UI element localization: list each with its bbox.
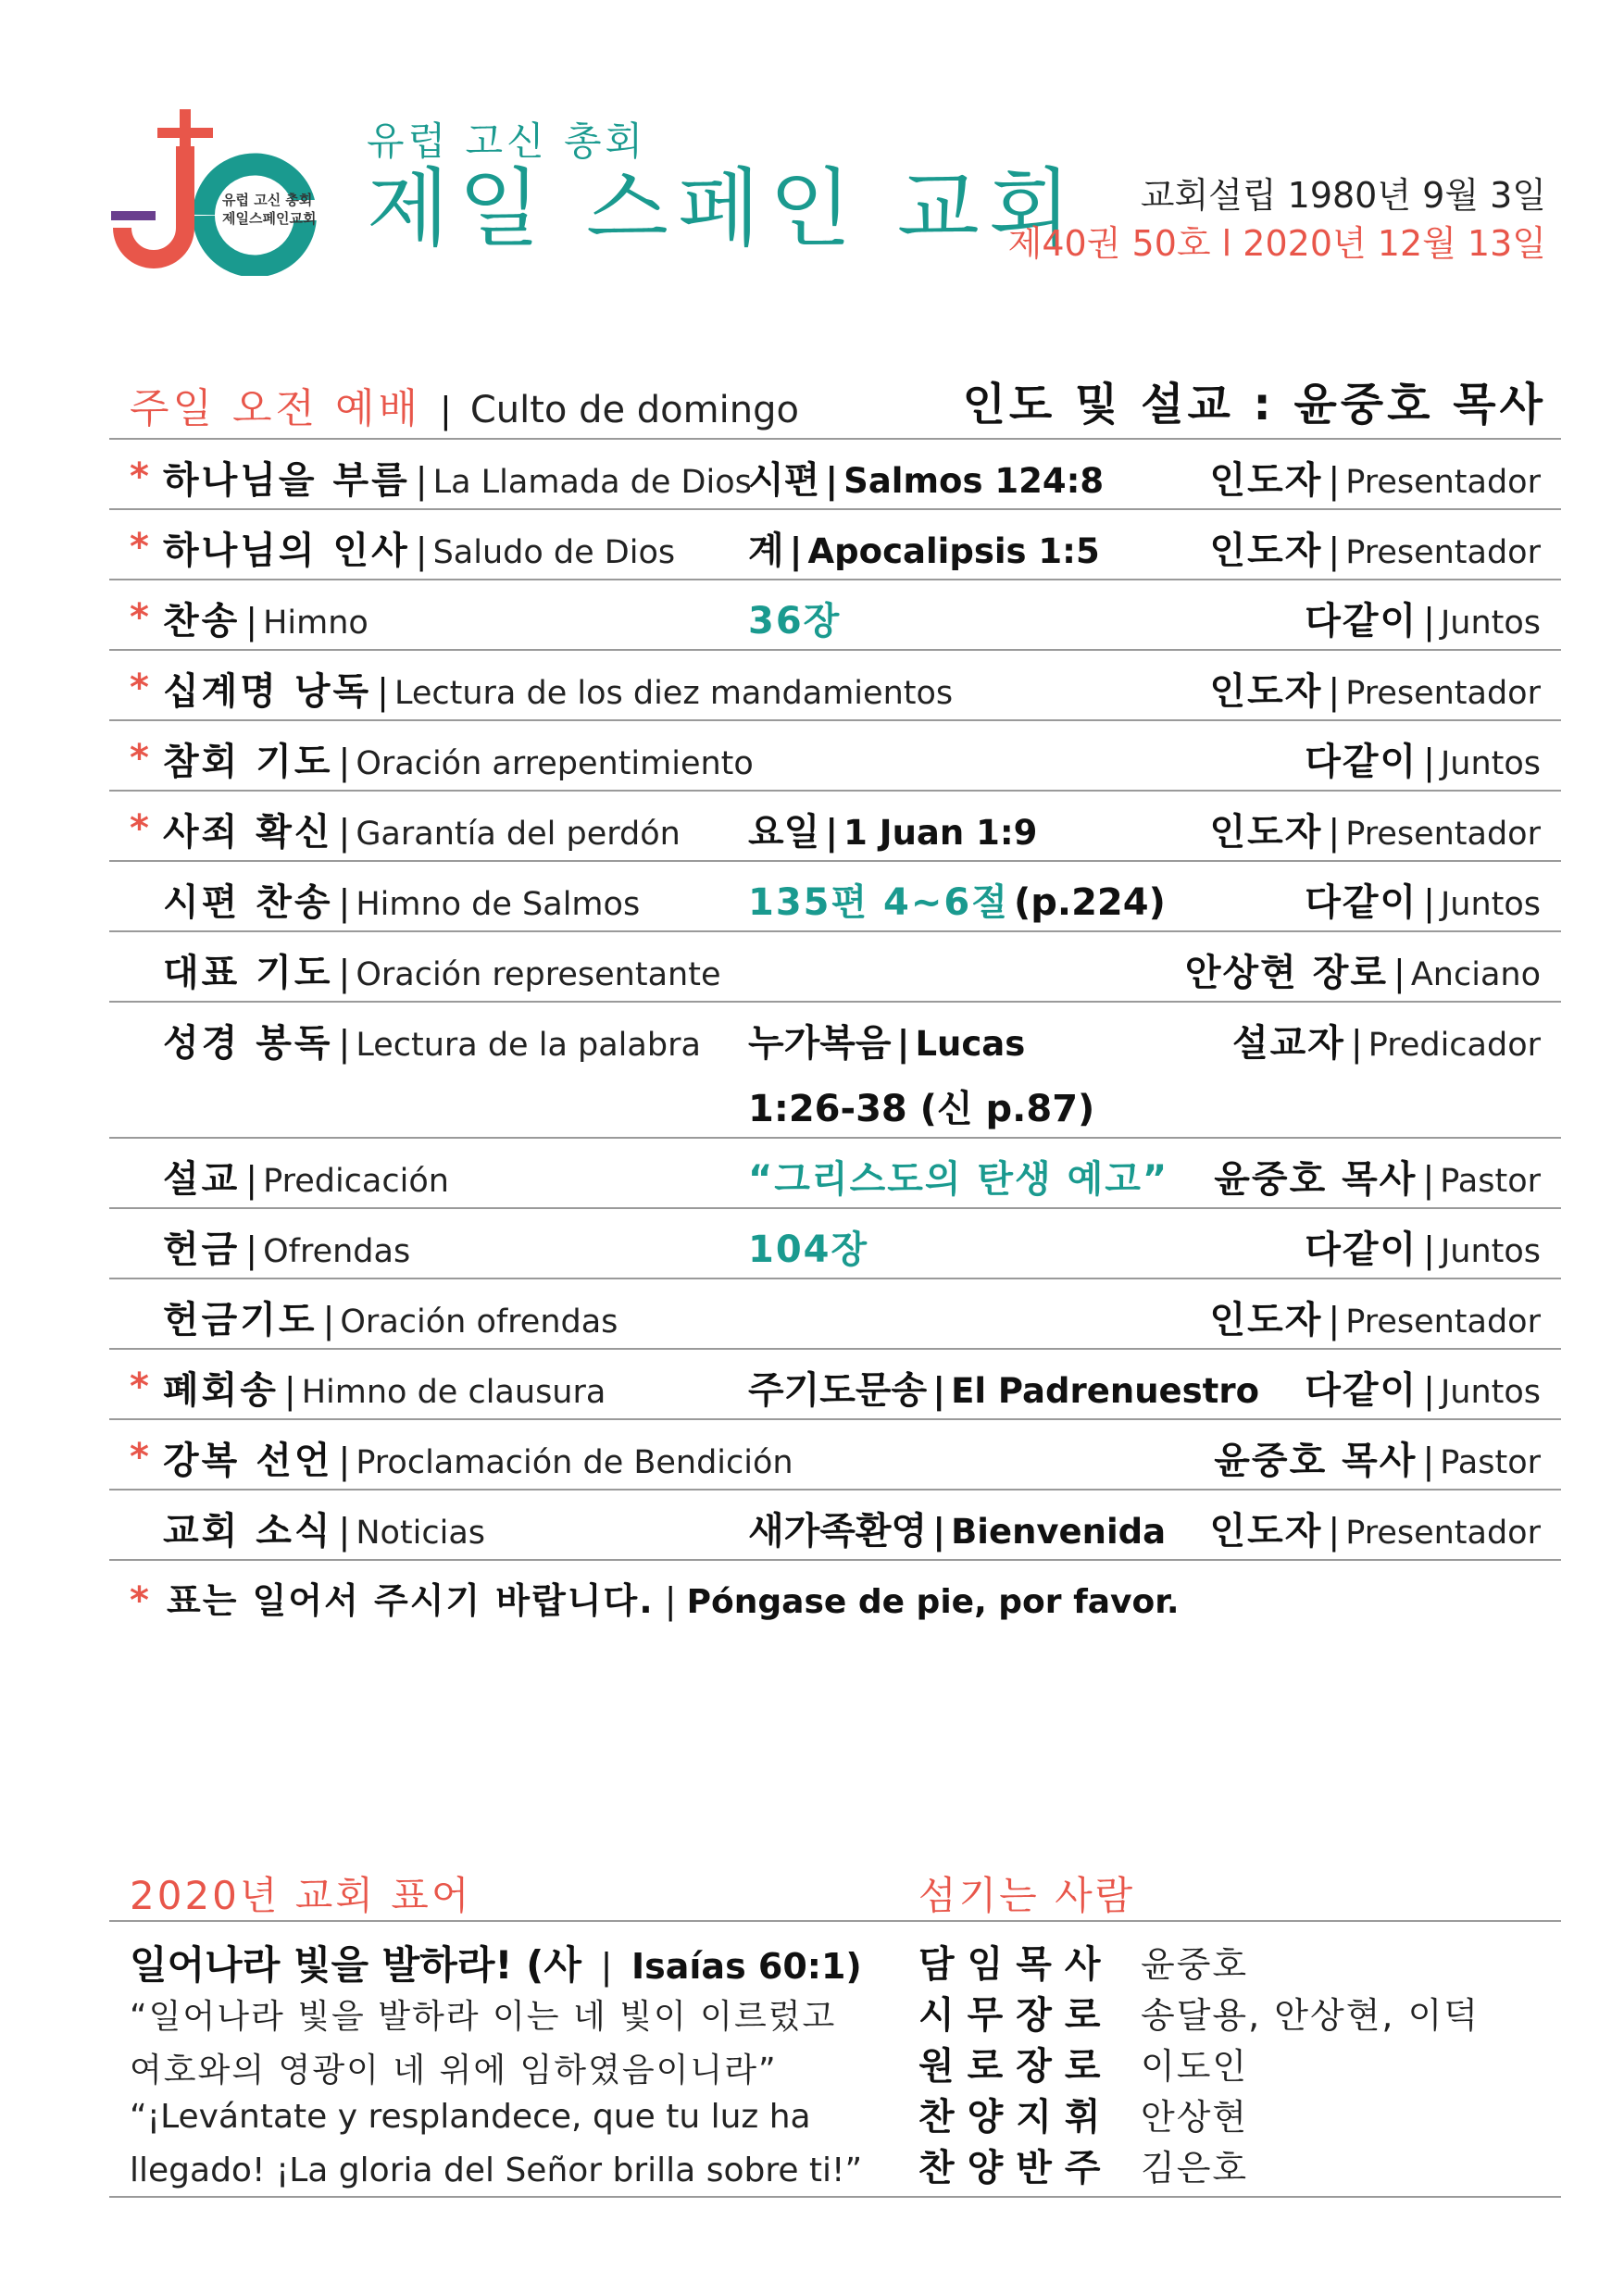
service-role-es: Juntos (1440, 1233, 1541, 1270)
service-role-es: Juntos (1440, 1374, 1541, 1411)
service-detail-text: “그리스도의 탄생 예고” (748, 1158, 1169, 1201)
service-role (1209, 1291, 1541, 1343)
service-detail-ko: 누가복음 (748, 1022, 892, 1065)
service-role (1232, 1014, 1541, 1066)
service-item-es: Lectura de los diez mandamientos (394, 675, 954, 712)
logo-text-bottom: 제일스페인교회 (222, 210, 317, 227)
asterisk-icon: * (130, 596, 149, 639)
service-role-es: Presentador (1345, 464, 1541, 501)
separator: | (1423, 1370, 1435, 1411)
server-names: 송달용, 안상현, 이덕 (1141, 1995, 1480, 2036)
service-role-ko: 다같이 (1305, 881, 1418, 924)
separator: | (338, 953, 351, 993)
separator: | (1423, 882, 1435, 923)
service-item (163, 1502, 485, 1554)
separator: | (377, 671, 389, 712)
service-role (1209, 521, 1541, 574)
service-item-ko: 하나님의 인사 (163, 530, 410, 572)
service-role-es: Anciano (1410, 956, 1541, 993)
service-role (1305, 1220, 1541, 1273)
separator: | (338, 742, 351, 782)
service-item-ko: 헌금기도 (163, 1299, 318, 1341)
service-role (1214, 1431, 1541, 1484)
separator: | (440, 390, 452, 430)
separator: | (338, 1511, 351, 1552)
service-item-ko: 설교 (163, 1158, 241, 1201)
service-item-es: Noticias (356, 1515, 486, 1552)
server-title: 담임목사 (918, 1943, 1114, 1986)
separator: | (1423, 1229, 1435, 1270)
asterisk-icon: * (130, 455, 149, 498)
worship-title (130, 375, 799, 434)
service-row (109, 1350, 1561, 1420)
service-role (1209, 1502, 1541, 1554)
separator: | (1328, 530, 1341, 571)
server-row (918, 1935, 1248, 1988)
server-names: 이도인 (1141, 2046, 1249, 2087)
divider (109, 1920, 1561, 1922)
service-row (109, 651, 1561, 721)
service-item-ko: 폐회송 (163, 1369, 279, 1412)
church-logo (111, 109, 343, 276)
service-item (163, 592, 369, 644)
service-row (109, 1491, 1561, 1561)
asterisk-icon: * (130, 1366, 149, 1408)
service-detail-es: 1 Juan 1:9 (843, 813, 1038, 853)
service-role (1209, 451, 1541, 504)
service-role (1305, 592, 1541, 644)
separator: | (1328, 460, 1341, 501)
separator: | (932, 1370, 946, 1411)
service-item (163, 1220, 410, 1273)
separator: | (600, 1946, 613, 1987)
server-title: 찬양반주 (918, 2147, 1114, 2189)
service-role-es: Presentador (1345, 1515, 1541, 1552)
service-item-ko: 헌금 (163, 1229, 241, 1271)
service-item (163, 1361, 606, 1414)
servers-heading: 섬기는 사람 (918, 1873, 1136, 1918)
separator: | (415, 530, 428, 571)
separator: | (1422, 1159, 1435, 1200)
service-role (1305, 1361, 1541, 1414)
service-role-es: Pastor (1440, 1444, 1541, 1481)
server-row (918, 1986, 1480, 2039)
separator: | (664, 1580, 677, 1621)
separator: | (1350, 1023, 1363, 1064)
service-detail (748, 1361, 1259, 1414)
separator: | (322, 1300, 335, 1341)
service-role-ko: 설교자 (1231, 1022, 1345, 1065)
service-item-ko: 시편 찬송 (163, 881, 333, 924)
separator: | (1328, 1300, 1341, 1341)
service-item-es: Saludo de Dios (432, 534, 676, 571)
separator: | (415, 460, 428, 501)
service-role-es: Presentador (1345, 675, 1541, 712)
separator: | (932, 1511, 946, 1552)
service-item (163, 1431, 793, 1484)
service-item-ko: 사죄 확신 (163, 811, 333, 854)
service-item-ko: 찬송 (163, 600, 241, 642)
service-detail-text: 36장 (748, 600, 842, 642)
service-detail-es: Bienvenida (951, 1512, 1167, 1552)
service-item-es: Predicación (263, 1163, 449, 1200)
separator: | (789, 530, 803, 571)
service-item-ko: 성경 봉독 (163, 1022, 333, 1065)
bulletin-volume: 제40권 50호 l 2020년 12월 13일 (1007, 223, 1546, 264)
service-detail (748, 1014, 1094, 1132)
separator: | (1328, 812, 1341, 853)
service-role-ko: 다같이 (1305, 1369, 1418, 1412)
asterisk-icon: * (130, 1436, 149, 1478)
service-role-es: Juntos (1440, 745, 1541, 782)
service-detail (748, 1150, 1168, 1203)
service-detail-es: El Padrenuestro (951, 1371, 1260, 1411)
service-role-ko: 다같이 (1305, 600, 1418, 642)
service-row (109, 1420, 1561, 1491)
service-row (109, 932, 1561, 1003)
worship-title-es: Culto de domingo (469, 389, 799, 431)
service-item-es: Proclamación de Bendición (356, 1444, 793, 1481)
service-item-es: Oración arrepentimiento (356, 745, 754, 782)
server-row (918, 2088, 1248, 2140)
service-detail (748, 803, 1037, 855)
motto-verse-line: “¡Levántate y resplandece, que tu luz ha (130, 2098, 811, 2136)
separator: | (283, 1370, 296, 1411)
service-detail-ref: 1:26-38 (신 p.87) (748, 1088, 1095, 1130)
service-detail-es: Lucas (915, 1024, 1026, 1064)
divider (109, 2196, 1561, 2198)
server-title: 시무장로 (918, 1994, 1114, 2037)
separator: | (338, 812, 351, 853)
service-item-es: Himno de clausura (301, 1374, 606, 1411)
worship-title-ko: 주일 오전 예배 (130, 385, 421, 432)
motto-main-ko: 일어나라 빛을 발하라! (사 (130, 1942, 581, 1988)
service-row (109, 721, 1561, 792)
service-item (163, 943, 720, 996)
service-item (163, 521, 675, 574)
founded-date: 교회설립 1980년 9월 3일 (1140, 175, 1546, 216)
service-detail (748, 1502, 1166, 1554)
motto-main (130, 1935, 862, 1990)
separator: | (1422, 1441, 1435, 1481)
service-role-ko: 윤중호 목사 (1214, 1158, 1418, 1201)
server-row (918, 2139, 1248, 2191)
service-detail-ko: 새가족환영 (748, 1510, 928, 1553)
service-role-es: Presentador (1345, 1303, 1541, 1341)
separator: | (896, 1023, 910, 1064)
logo-text-top: 유럽 고신 총회 (222, 192, 313, 208)
service-item-es: Himno de Salmos (356, 886, 641, 923)
service-role (1305, 732, 1541, 785)
service-role-ko: 안상현 장로 (1184, 952, 1389, 994)
service-row (109, 1209, 1561, 1279)
server-names: 윤중호 (1141, 1944, 1249, 1985)
asterisk-icon: * (130, 737, 149, 780)
service-role-ko: 인도자 (1209, 670, 1323, 713)
separator: | (825, 812, 839, 853)
service-item-ko: 강복 선언 (163, 1440, 333, 1482)
service-role-ko: 인도자 (1209, 1510, 1323, 1553)
separator: | (245, 601, 258, 642)
denomination-label: 유럽 고신 총회 (367, 118, 647, 164)
service-detail-ko: 요일 (748, 811, 820, 854)
service-detail-text: 104장 (748, 1229, 869, 1271)
service-item (163, 1014, 701, 1066)
service-role-ko: 인도자 (1209, 811, 1323, 854)
service-item (163, 1291, 618, 1343)
service-row (109, 1003, 1561, 1139)
service-item-es: Himno (263, 605, 369, 642)
worship-leader: 인도 및 설교 : 윤중호 목사 (962, 379, 1546, 430)
service-item-es: Garantía del perdón (356, 816, 681, 853)
service-role-es: Pastor (1440, 1163, 1541, 1200)
service-row (109, 510, 1561, 580)
service-item (163, 662, 953, 715)
service-item (163, 803, 681, 855)
service-detail (748, 873, 1166, 926)
service-role-ko: 다같이 (1305, 741, 1418, 783)
service-item-es: La Llamada de Dios (432, 464, 752, 501)
service-item-es: Lectura de la palabra (356, 1027, 701, 1064)
motto-verse-line: llegado! ¡La gloria del Señor brilla sobre ti!” (130, 2152, 863, 2189)
separator: | (1423, 601, 1435, 642)
church-name: 제일 스페인 교회 (367, 159, 1081, 258)
service-item (163, 451, 752, 504)
separator: | (825, 460, 839, 501)
motto-verse-line: 여호와의 영광이 네 위에 임하였음이니라” (130, 2052, 778, 2089)
separator: | (338, 1023, 351, 1064)
service-role-ko: 다같이 (1305, 1229, 1418, 1271)
service-item (163, 732, 754, 785)
service-item-ko: 교회 소식 (163, 1510, 333, 1553)
service-role-es: Predicador (1368, 1027, 1541, 1064)
server-title: 찬양지휘 (918, 2096, 1114, 2139)
asterisk-icon: * (130, 1579, 149, 1622)
service-detail (748, 521, 1100, 574)
server-names: 안상현 (1141, 2097, 1249, 2138)
separator: | (1393, 953, 1405, 993)
service-item-ko: 하나님을 부름 (163, 459, 410, 502)
standing-note-es: Póngase de pie, por favor. (686, 1583, 1180, 1621)
service-role-ko: 인도자 (1209, 1299, 1323, 1341)
server-row (918, 2037, 1248, 2089)
service-detail-ko: 시편 (748, 459, 820, 502)
service-item-es: Ofrendas (263, 1233, 411, 1270)
motto-heading: 2020년 교회 표어 (130, 1873, 472, 1918)
separator: | (1328, 1511, 1341, 1552)
service-role (1214, 1150, 1541, 1203)
service-item-ko: 참회 기도 (163, 741, 333, 783)
service-item-es: Oración ofrendas (340, 1303, 618, 1341)
service-detail-es: Salmos 124:8 (843, 461, 1105, 501)
service-role-es: Presentador (1345, 816, 1541, 853)
separator: | (338, 1441, 351, 1481)
service-item-ko: 십계명 낭독 (163, 670, 372, 713)
service-detail (748, 1220, 868, 1273)
service-row (109, 792, 1561, 862)
service-item-es: Oración representante (356, 956, 721, 993)
service-detail-es: Apocalipsis 1:5 (807, 531, 1100, 571)
asterisk-icon: * (130, 667, 149, 709)
separator: | (1328, 671, 1341, 712)
service-role (1209, 662, 1541, 715)
asterisk-icon: * (130, 526, 149, 568)
service-detail-page: (p.224) (1013, 881, 1166, 924)
service-role (1185, 943, 1541, 996)
standing-note-ko: 표는 일어서 주시기 바랍니다. (167, 1580, 655, 1621)
service-detail-text: 135편 4~6절 (748, 881, 1009, 924)
service-detail-ko: 주기도문송 (748, 1369, 928, 1412)
service-row (109, 440, 1561, 510)
separator: | (338, 882, 351, 923)
service-item (163, 873, 640, 926)
service-role-ko: 인도자 (1209, 530, 1323, 572)
service-row (109, 862, 1561, 932)
service-role-es: Presentador (1345, 534, 1541, 571)
service-row (109, 1139, 1561, 1209)
service-role-ko: 윤중호 목사 (1214, 1440, 1418, 1482)
service-row (109, 1279, 1561, 1350)
asterisk-icon: * (130, 807, 149, 850)
service-role-ko: 인도자 (1209, 459, 1323, 502)
separator: | (245, 1229, 258, 1270)
service-detail (748, 451, 1104, 504)
motto-verse-line: “일어나라 빛을 발하라 이는 네 빛이 이르렀고 (130, 1998, 837, 2036)
service-row (109, 580, 1561, 651)
server-title: 원로장로 (918, 2045, 1114, 2088)
service-detail (748, 592, 841, 644)
standing-note (130, 1572, 1180, 1623)
server-names: 김은호 (1141, 2148, 1249, 2189)
motto-main-es: Isaías 60:1) (631, 1946, 862, 1987)
service-item (163, 1150, 449, 1203)
service-item-ko: 대표 기도 (163, 952, 333, 994)
service-role (1305, 873, 1541, 926)
separator: | (245, 1159, 258, 1200)
service-role-es: Juntos (1440, 605, 1541, 642)
order-of-service (109, 438, 1561, 1561)
separator: | (1423, 742, 1435, 782)
service-role-es: Juntos (1440, 886, 1541, 923)
service-role (1209, 803, 1541, 855)
service-detail-ko: 계 (748, 530, 784, 572)
